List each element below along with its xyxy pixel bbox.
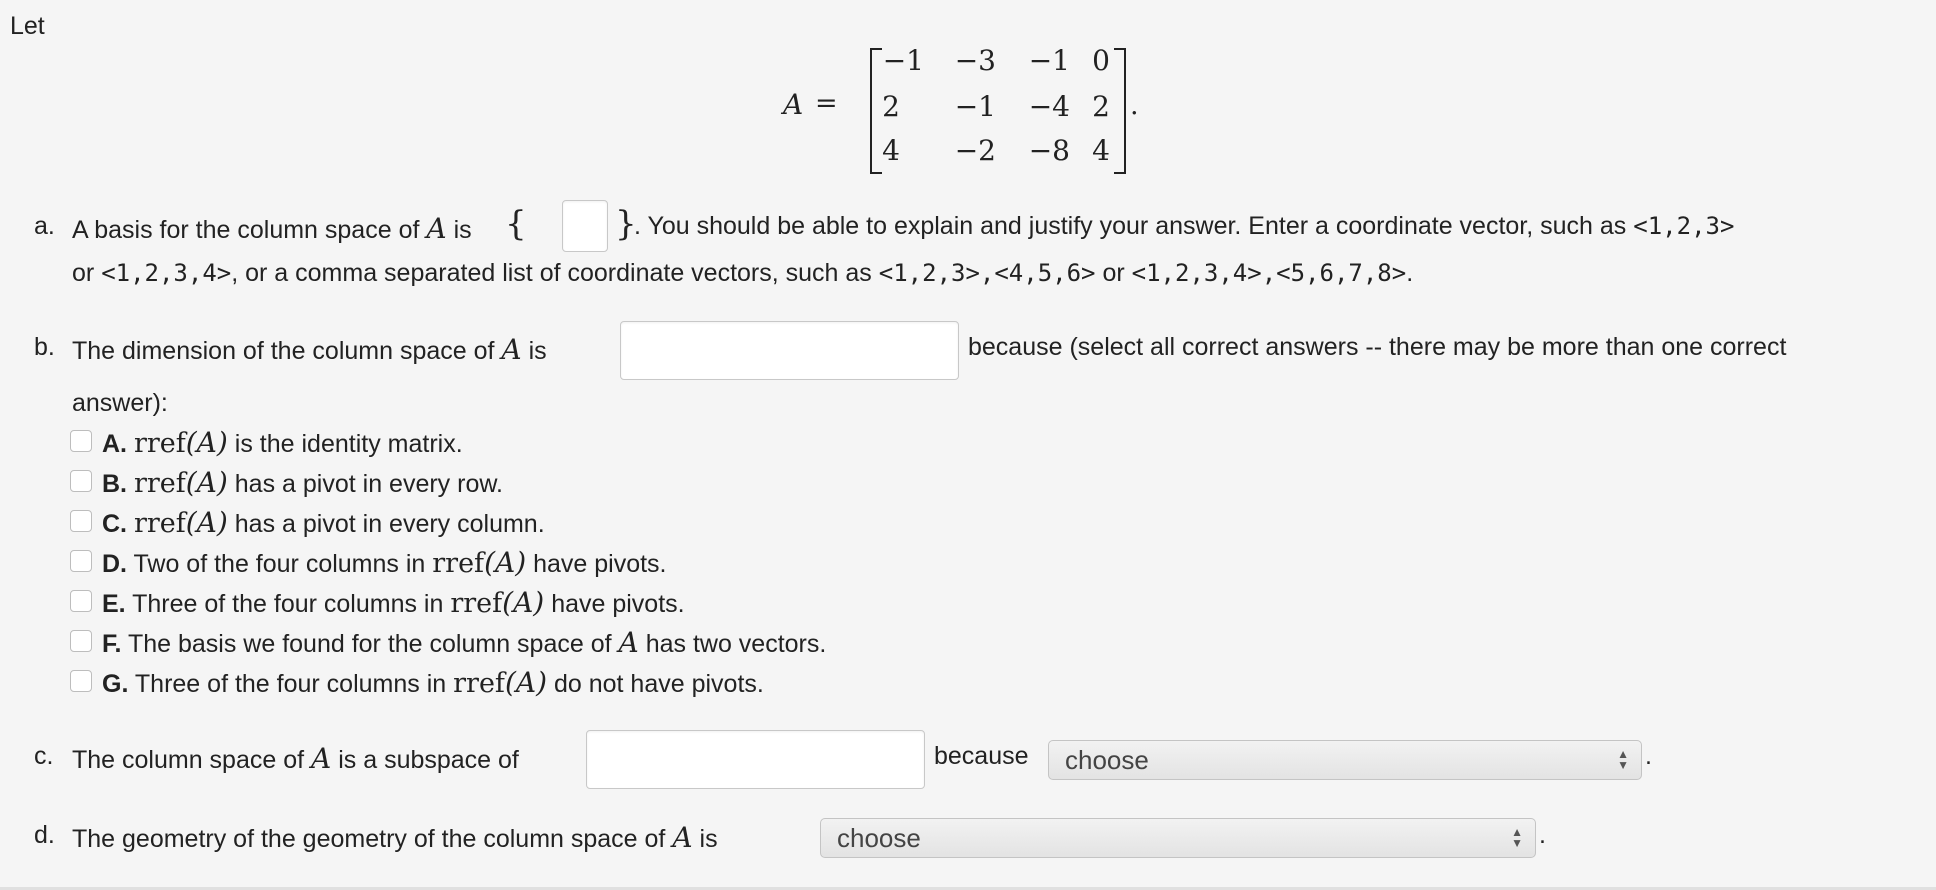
part-b-label: b.: [34, 333, 55, 361]
part-d-text: [72, 821, 718, 854]
part-d-select[interactable]: [820, 818, 1536, 858]
matrix-cell: 2: [1092, 90, 1110, 123]
intro-text: Let: [10, 12, 45, 40]
option-f: [102, 626, 826, 659]
option-pre: Two of the four columns in: [133, 550, 426, 578]
matrix-cell: −4: [1028, 90, 1070, 123]
part-c-select[interactable]: [1048, 740, 1642, 780]
option-e-checkbox[interactable]: [70, 590, 92, 612]
option-g: [102, 666, 764, 699]
var-A: (A): [185, 466, 228, 499]
matrix-cell: 4: [882, 134, 900, 167]
option-letter: D.: [102, 550, 127, 578]
var-A: A: [618, 626, 639, 659]
rref-operator: rref: [450, 588, 503, 619]
option-letter: B.: [102, 470, 127, 498]
option-post: is the identity matrix.: [234, 430, 463, 458]
option-d: [102, 546, 667, 579]
part-a-line2: [72, 259, 1413, 288]
option-b-checkbox[interactable]: [70, 470, 92, 492]
option-c-checkbox[interactable]: [70, 510, 92, 532]
rref-operator: rref: [432, 548, 485, 579]
matrix-name: A: [783, 88, 804, 121]
matrix-period: .: [1130, 90, 1139, 121]
option-letter: E.: [102, 590, 126, 618]
option-letter: G.: [102, 670, 129, 698]
part-c-text: [72, 742, 519, 775]
brace-close: }: [615, 204, 637, 244]
part-a-label: a.: [34, 212, 55, 240]
part-b-because: because (select all correct answers -- there may be more than one correct: [968, 333, 1787, 361]
option-a: [102, 426, 463, 459]
brace-open: {: [505, 204, 527, 244]
matrix-cell: 2: [882, 90, 900, 123]
matrix-cell: −3: [954, 44, 996, 77]
matrix-cell: −2: [954, 134, 996, 167]
part-b-text2: is: [528, 337, 547, 365]
var-A: (A): [185, 506, 228, 539]
part-c-text2: is a subspace of: [338, 746, 519, 774]
part-c-because: because: [934, 742, 1029, 770]
option-letter: A.: [102, 430, 127, 458]
part-c-label: c.: [34, 742, 54, 770]
option-post: has a pivot in every column.: [234, 510, 545, 538]
matrix-right-bracket: [1114, 48, 1126, 174]
part-c-text1: The column space of: [72, 746, 305, 774]
option-f-checkbox[interactable]: [70, 630, 92, 652]
example-vector-1: <1,2,3>: [1633, 212, 1735, 240]
option-post: have pivots.: [551, 590, 685, 618]
part-d-period: .: [1539, 821, 1546, 849]
option-pre: Three of the four columns in: [134, 670, 447, 698]
part-b-answer-word: answer):: [72, 389, 168, 417]
var-A: A: [426, 212, 447, 245]
var-A: A: [672, 821, 693, 854]
option-post: do not have pivots.: [553, 670, 764, 698]
example-vector-2: <1,2,3,4>: [101, 259, 232, 287]
or-word: or: [1102, 259, 1125, 287]
matrix-equals: =: [815, 88, 838, 119]
option-letter: F.: [102, 630, 122, 658]
part-a-text1: A basis for the column space of: [72, 216, 420, 244]
matrix-cell: −1: [954, 90, 996, 123]
period: .: [1406, 259, 1414, 287]
matrix-A: [870, 44, 1126, 174]
part-d-select-value: choose: [837, 823, 921, 853]
part-c-period: .: [1645, 742, 1652, 770]
var-A: (A): [504, 666, 548, 699]
or-word: or: [72, 259, 95, 287]
var-A: A: [501, 333, 522, 366]
matrix-cell: 4: [1092, 134, 1110, 167]
option-a-checkbox[interactable]: [70, 430, 92, 452]
part-d-text2: is: [699, 825, 718, 853]
option-d-checkbox[interactable]: [70, 550, 92, 572]
option-post: has a pivot in every row.: [234, 470, 503, 498]
part-a-mid: , or a comma separated list of coordinate vectors, such as: [231, 259, 872, 287]
matrix-cell: −1: [1028, 44, 1070, 77]
subspace-input[interactable]: [586, 730, 925, 789]
rref-operator: rref: [133, 508, 186, 539]
matrix-cell: −1: [882, 44, 924, 77]
var-A: (A): [484, 546, 527, 579]
var-A: (A): [502, 586, 545, 619]
part-b-text: [72, 333, 547, 366]
part-d-text1: The geometry of the geometry of the column space of: [72, 825, 666, 853]
basis-input[interactable]: [562, 200, 608, 252]
var-A: (A): [185, 426, 228, 459]
option-post: have pivots.: [533, 550, 667, 578]
option-pre: Three of the four columns in: [132, 590, 444, 618]
option-letter: C.: [102, 510, 127, 538]
option-c: [102, 506, 545, 539]
rref-operator: rref: [133, 428, 186, 459]
part-b-text1: The dimension of the column space of: [72, 337, 495, 365]
rref-operator: rref: [453, 668, 505, 699]
part-a-text3: . You should be able to explain and justify your answer. Enter a coordinate vector, such as: [634, 212, 1627, 240]
part-c-select-value: choose: [1065, 745, 1149, 775]
option-b: [102, 466, 503, 499]
var-A: A: [311, 742, 332, 775]
option-pre: The basis we found for the column space of: [127, 630, 612, 658]
example-vector-3: <1,2,3>,<4,5,6>: [878, 259, 1096, 287]
part-d-label: d.: [34, 821, 55, 849]
select-arrows-icon: ▲ ▼: [1617, 747, 1629, 772]
part-a-text2: is: [453, 216, 472, 244]
part-a-text: [72, 212, 472, 245]
matrix-cell: 0: [1092, 44, 1110, 77]
rref-operator: rref: [133, 468, 186, 499]
dimension-input[interactable]: [620, 321, 959, 380]
option-g-checkbox[interactable]: [70, 670, 92, 692]
part-a-instructions: [634, 212, 1734, 241]
matrix-cell: −8: [1028, 134, 1070, 167]
option-post: has two vectors.: [645, 630, 827, 658]
option-e: [102, 586, 685, 619]
example-vector-4: <1,2,3,4>,<5,6,7,8>: [1131, 259, 1407, 287]
select-arrows-icon: ▲ ▼: [1511, 825, 1523, 850]
